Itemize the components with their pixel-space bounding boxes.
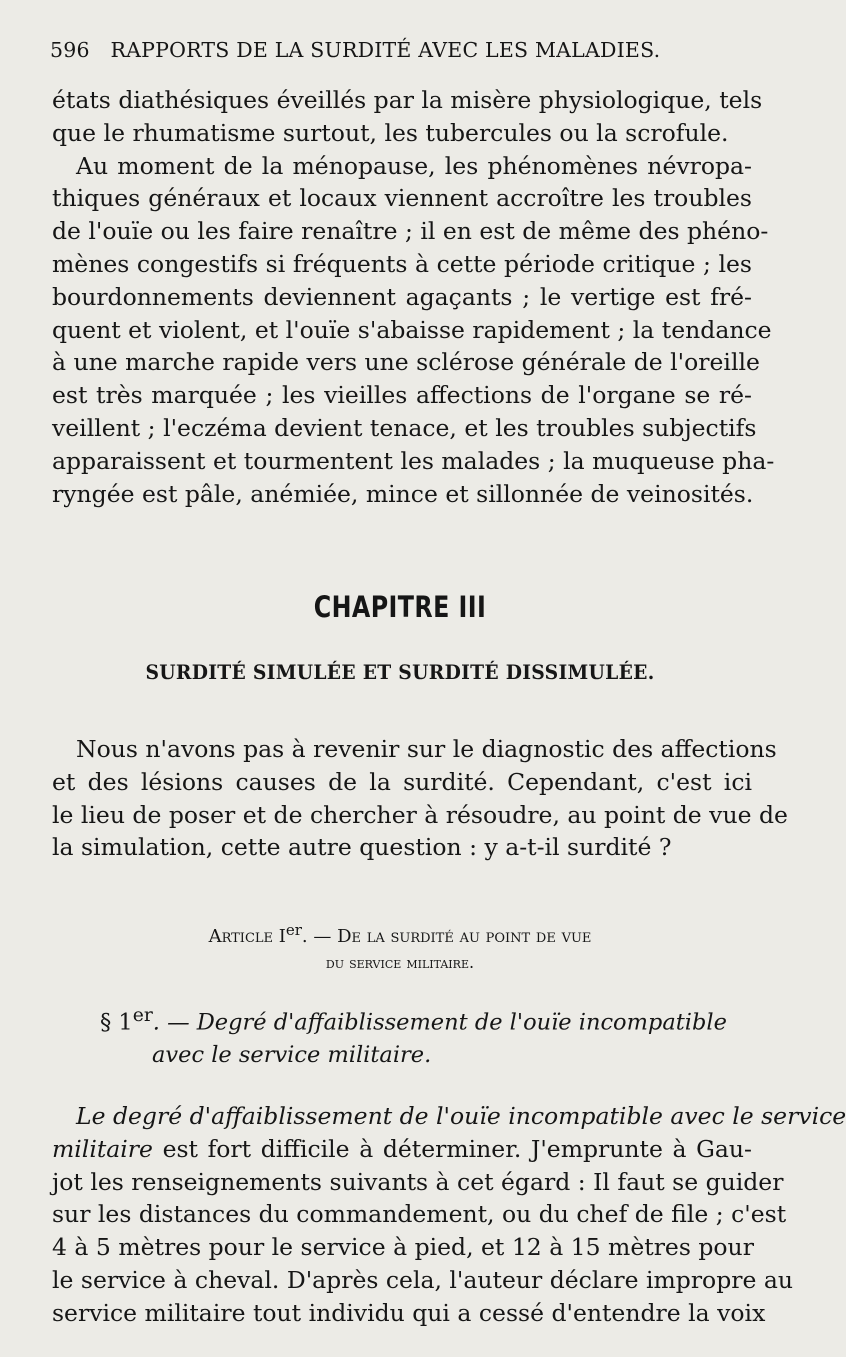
text-line: quent et violent, et l'ouïe s'abaisse rapidement ; la tendance (52, 315, 772, 344)
chapter-title: CHAPITRE III (313, 590, 487, 624)
article-label-sup: er (285, 921, 302, 939)
article-heading (0, 917, 800, 976)
paragraph-intro (52, 733, 788, 864)
article-title-line1: . — De la surdité au point de vue (301, 926, 592, 947)
text-line: Au moment de la ménopause, les phénomènes névropa- (76, 151, 752, 180)
paragraph-menopause (52, 150, 775, 511)
text-line: états diathésiques éveillés par la misère physiologique, tels (52, 86, 763, 114)
text-line: le lieu de poser et de chercher à résoudre, au point de vue de (52, 800, 788, 829)
text-line: est très marquée ; les vieilles affections de l'organe se ré- (52, 381, 752, 410)
paragraph-continuation (52, 84, 763, 150)
text-line: thiques généraux et locaux viennent accroître les troubles (52, 184, 752, 213)
section-number: § 1 (100, 1009, 133, 1036)
text-line (52, 1100, 846, 1133)
text-line: apparaissent et tourmentent les malades ; la muqueuse pha- (52, 446, 775, 475)
text-line: ryngée est pâle, anémiée, mince et sillonnée de veinosités. (52, 479, 754, 508)
text-line: de l'ouïe ou les faire renaître ; il en est de même des phéno- (52, 217, 769, 246)
text-line: Nous n'avons pas à revenir sur le diagnostic des affections (76, 735, 777, 763)
text-line: 4 à 5 mètres pour le service à pied, et 12 à 15 mètres pour (52, 1233, 754, 1262)
paragraph-military (52, 1100, 846, 1330)
running-head (50, 38, 750, 62)
page-number: 596 (50, 38, 90, 62)
article-label: Article I (208, 926, 286, 947)
text-line (52, 1133, 752, 1166)
text-line: le service à cheval. D'après cela, l'auteur déclare impropre au (52, 1265, 793, 1294)
text-line: veillent ; l'eczéma devient tenace, et les troubles subjectifs (52, 413, 757, 442)
section-number-sup: er (132, 1005, 153, 1026)
article-title-line2: du service militaire. (325, 953, 475, 972)
running-title: RAPPORTS DE LA SURDITÉ AVEC LES MALADIES. (110, 38, 661, 62)
text-line: que le rhumatisme surtout, les tubercules ou la scrofule. (52, 118, 729, 147)
section-title-line1: . — Degré d'affaiblissement de l'ouïe incompatible (152, 1009, 727, 1036)
text-line: sur les distances du commandement, ou du chef de file ; c'est (52, 1200, 787, 1229)
chapter-subtitle: SURDITÉ SIMULÉE ET SURDITÉ DISSIMULÉE. (145, 661, 655, 684)
text-line: bourdonnements deviennent agaçants ; le vertige est fré- (52, 282, 752, 311)
text-line: mènes congestifs si fréquents à cette période critique ; les (52, 249, 752, 278)
italic-phrase: militaire (52, 1134, 153, 1163)
text-line: jot les renseignements suivants à cet égard : Il faut se guider (52, 1167, 784, 1196)
text-line: à une marche rapide vers une sclérose générale de l'oreille (52, 348, 760, 377)
text-run: est fort difficile à déterminer. J'emprunte à Gau- (152, 1134, 752, 1163)
italic-phrase: Le degré d'affaiblissement de l'ouïe incompatible avec le service (76, 1102, 846, 1130)
text-line: la simulation, cette autre question : y a-t-il surdité ? (52, 833, 672, 862)
text-line: et des lésions causes de la surdité. Cependant, c'est ici (52, 767, 752, 796)
section-title-line2: avec le service militaire. (152, 1041, 432, 1068)
section-heading (100, 1000, 740, 1071)
text-line: service militaire tout individu qui a cessé d'entendre la voix (52, 1298, 766, 1327)
